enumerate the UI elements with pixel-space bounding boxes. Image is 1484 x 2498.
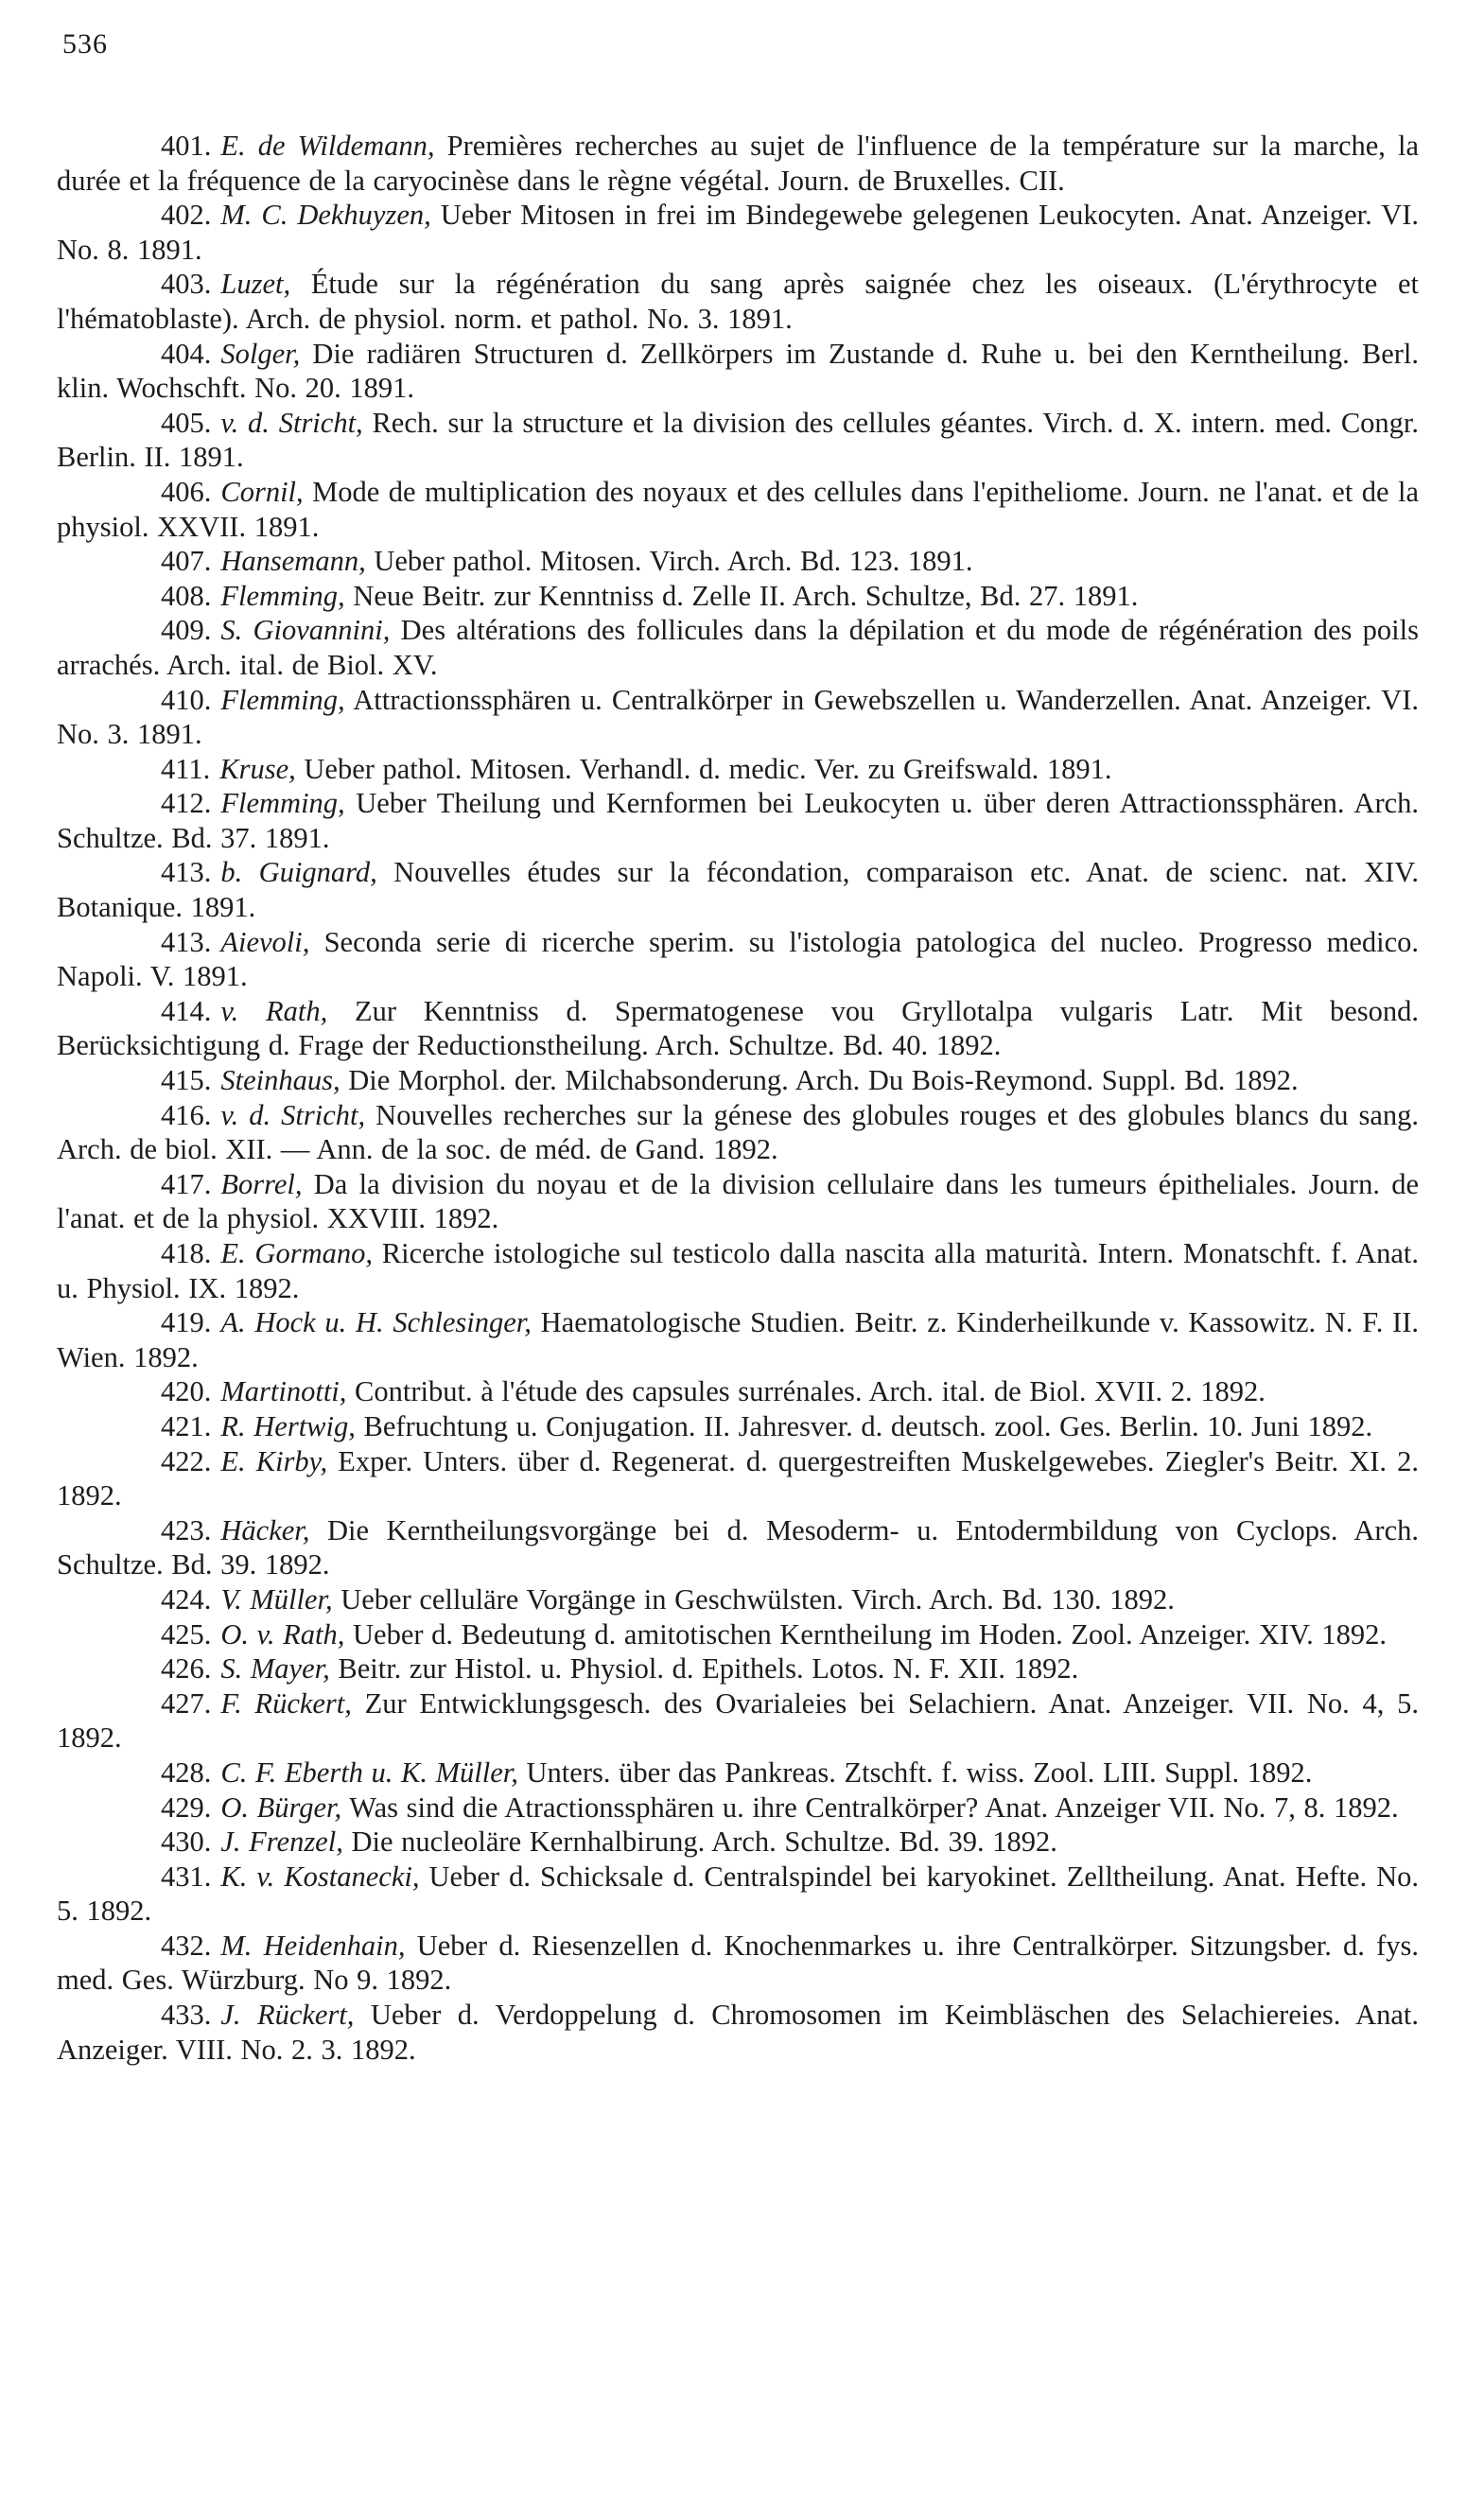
reference-text: Ueber celluläre Vorgänge in Geschwülsten. Virch. Arch. Bd. 130. 1892. bbox=[340, 1582, 1175, 1616]
reference-author: O. v. Rath, bbox=[220, 1617, 345, 1651]
reference-number: 408. bbox=[161, 579, 212, 612]
reference-number: 414. bbox=[161, 994, 212, 1027]
page-number: 536 bbox=[62, 28, 108, 60]
reference-entry bbox=[57, 544, 1419, 579]
reference-author: M. C. Dekhuyzen, bbox=[220, 199, 431, 232]
reference-text: Die Morphol. der. Milchabsonderung. Arch. Du Bois-Reymond. Suppl. Bd. 1892. bbox=[348, 1064, 1299, 1097]
reference-number: 410. bbox=[161, 683, 212, 716]
reference-text: Neue Beitr. zur Kenntniss d. Zelle II. Arch. Schultze, Bd. 27. 1891. bbox=[353, 579, 1139, 612]
reference-number: 420. bbox=[161, 1375, 212, 1408]
reference-number: 421. bbox=[161, 1409, 212, 1442]
reference-author: R. Hertwig, bbox=[220, 1409, 356, 1442]
reference-entry bbox=[57, 129, 1419, 198]
reference-entry bbox=[57, 1305, 1419, 1374]
reference-text: Ueber d. Bedeutung d. amitotischen Kerntheilung im Hoden. Zool. Anzeiger. XIV. 1892. bbox=[353, 1617, 1388, 1651]
reference-entry bbox=[57, 1063, 1419, 1098]
reference-author: O. Bürger, bbox=[220, 1791, 342, 1824]
reference-entry bbox=[57, 1409, 1419, 1444]
reference-author: J. Frenzel, bbox=[220, 1825, 343, 1859]
reference-number: 403. bbox=[161, 268, 212, 301]
reference-author: E. de Wildemann, bbox=[220, 130, 435, 162]
reference-text: Zur Kenntniss d. Spermatogenese vou Gryllotalpa vulgaris Latr. Mit besond. Berücksichtigung d. Frage der Reductionstheilung. Arch. Schultze. Bd. 40. 1892. bbox=[57, 994, 1420, 1062]
reference-entry bbox=[57, 1167, 1419, 1236]
reference-text: Die nucleoläre Kernhalbirung. Arch. Schultze. Bd. 39. 1892. bbox=[351, 1825, 1057, 1859]
reference-entry bbox=[57, 337, 1419, 406]
reference-author: C. F. Eberth u. K. Müller, bbox=[220, 1756, 518, 1789]
reference-number: 426. bbox=[161, 1652, 212, 1686]
reference-author: J. Rückert, bbox=[220, 1999, 355, 2032]
reference-entry bbox=[57, 267, 1419, 336]
reference-author: Häcker, bbox=[220, 1513, 310, 1546]
reference-number: 406. bbox=[161, 475, 212, 508]
reference-text: Da la division du noyau et de la division cellulaire dans les tumeurs épitheliales. Journ. de l'anat. et de la physiol. XXVIII. 1892. bbox=[57, 1167, 1420, 1235]
reference-author: S. Mayer, bbox=[220, 1652, 330, 1686]
reference-author: E. Kirby, bbox=[220, 1444, 328, 1477]
reference-author: Luzet, bbox=[220, 268, 291, 301]
reference-text: Contribut. à l'étude des capsules surrénales. Arch. ital. de Biol. XVII. 2. 1892. bbox=[355, 1375, 1266, 1408]
reference-author: Flemming, bbox=[220, 579, 345, 612]
reference-author: E. Gormano, bbox=[220, 1237, 373, 1269]
reference-entry bbox=[57, 1617, 1419, 1652]
reference-author: Cornil, bbox=[220, 475, 304, 508]
reference-number: 429. bbox=[161, 1791, 212, 1824]
reference-entry bbox=[57, 1236, 1419, 1305]
reference-number: 419. bbox=[161, 1306, 212, 1339]
reference-number: 431. bbox=[161, 1860, 212, 1893]
reference-number: 433. bbox=[161, 1999, 212, 2032]
reference-entry bbox=[57, 752, 1419, 787]
reference-number: 425. bbox=[161, 1617, 212, 1651]
reference-entry bbox=[57, 613, 1419, 682]
reference-number: 416. bbox=[161, 1098, 212, 1131]
reference-number: 402. bbox=[161, 199, 212, 232]
reference-author: S. Giovannini, bbox=[220, 614, 391, 647]
reference-entry bbox=[57, 1651, 1419, 1686]
reference-number: 404. bbox=[161, 337, 212, 370]
reference-author: v. Rath, bbox=[220, 994, 328, 1027]
reference-entry bbox=[57, 1374, 1419, 1409]
reference-number: 427. bbox=[161, 1686, 212, 1720]
reference-number: 424. bbox=[161, 1582, 212, 1616]
reference-author: Flemming, bbox=[220, 683, 345, 716]
reference-entry bbox=[57, 994, 1419, 1063]
reference-number: 417. bbox=[161, 1167, 212, 1200]
reference-number: 413. bbox=[161, 856, 212, 889]
reference-entry bbox=[57, 579, 1419, 614]
reference-author: Borrel, bbox=[220, 1167, 303, 1200]
reference-entry bbox=[57, 1098, 1419, 1167]
reference-entry bbox=[57, 925, 1419, 994]
reference-entry bbox=[57, 475, 1419, 544]
reference-entry bbox=[57, 1860, 1419, 1929]
reference-text: Premières recherches au sujet de l'influence de la température sur la marche, la durée et la fréquence de la caryocinèse dans le règne végétal. Journ. de Bruxelles. CII. bbox=[57, 130, 1420, 197]
reference-author: V. Müller, bbox=[220, 1582, 333, 1616]
reference-entry bbox=[57, 786, 1419, 855]
reference-text: Zur Entwicklungsgesch. des Ovarialeies bei Selachiern. Anat. Anzeiger. VII. No. 4, 5. 1892. bbox=[57, 1686, 1420, 1755]
reference-text: Étude sur la régénération du sang après saignée chez les oiseaux. (L'érythrocyte et l'hématoblaste). Arch. de physiol. norm. et pathol. No. 3. 1891. bbox=[57, 268, 1419, 335]
reference-author: Kruse, bbox=[219, 752, 296, 785]
reference-text: Ueber d. Riesenzellen d. Knochenmarkes u. ihre Centralkörper. Sitzungsber. d. fys. med. Ges. Würzburg. No 9. 1892. bbox=[57, 1929, 1419, 1997]
reference-number: 430. bbox=[161, 1825, 212, 1859]
reference-author: Solger, bbox=[220, 337, 301, 370]
reference-text: Ueber d. Schicksale d. Centralspindel bei karyokinet. Zelltheilung. Anat. Hefte. No. 5. 1892. bbox=[57, 1860, 1420, 1928]
reference-entry bbox=[57, 1686, 1419, 1756]
reference-text: Seconda serie di ricerche sperim. su l'istologia patologica del nucleo. Progresso medico. Napoli. V. 1891. bbox=[57, 925, 1420, 993]
reference-number: 407. bbox=[161, 545, 212, 578]
reference-text: Rech. sur la structure et la division des cellules géantes. Virch. d. X. intern. med. Congr. Berlin. II. 1891. bbox=[57, 406, 1420, 474]
reference-text: Die Kerntheilungsvorgänge bei d. Mesoderm- u. Entodermbildung von Cyclops. Arch. Schultze. Bd. 39. 1892. bbox=[57, 1513, 1419, 1581]
reference-entry bbox=[57, 1825, 1419, 1860]
reference-entry bbox=[57, 1444, 1419, 1513]
reference-author: b. Guignard, bbox=[220, 856, 377, 889]
reference-text: Nouvelles études sur la fécondation, comparaison etc. Anat. de scienc. nat. XIV. Botanique. 1891. bbox=[57, 856, 1419, 924]
reference-author: M. Heidenhain, bbox=[220, 1929, 406, 1962]
reference-entry bbox=[57, 1929, 1419, 1998]
reference-author: F. Rückert, bbox=[220, 1686, 352, 1720]
reference-number: 412. bbox=[161, 787, 212, 820]
reference-text: Was sind die Atractionssphären u. ihre Centralkörper? Anat. Anzeiger VII. No. 7, 8. 1892. bbox=[349, 1791, 1399, 1824]
reference-text: Ricerche istologiche sul testicolo dalla nascita alla maturità. Intern. Monatschft. f. Anat. u. Physiol. IX. 1892. bbox=[57, 1237, 1419, 1304]
reference-number: 423. bbox=[161, 1513, 212, 1546]
reference-text: Die radiären Structuren d. Zellkörpers im Zustande d. Ruhe u. bei den Kerntheilung. Berl. klin. Wochschft. No. 20. 1891. bbox=[57, 337, 1419, 405]
reference-number: 432. bbox=[161, 1929, 212, 1962]
reference-author: v. d. Stricht, bbox=[220, 406, 363, 439]
reference-entry bbox=[57, 198, 1419, 267]
reference-text: Befruchtung u. Conjugation. II. Jahresver. d. deutsch. zool. Ges. Berlin. 10. Juni 1892. bbox=[363, 1409, 1373, 1442]
reference-number: 418. bbox=[161, 1237, 212, 1269]
reference-author: Aievoli, bbox=[220, 925, 310, 958]
reference-text: Mode de multiplication des noyaux et des cellules dans l'epitheliome. Journ. ne l'anat. et de la physiol. XXVII. 1891. bbox=[57, 475, 1420, 543]
reference-number: 413. bbox=[161, 925, 212, 958]
reference-author: K. v. Kostanecki, bbox=[220, 1860, 420, 1893]
reference-entry bbox=[57, 1791, 1419, 1825]
reference-text: Unters. über das Pankreas. Ztschft. f. wiss. Zool. LIII. Suppl. 1892. bbox=[526, 1756, 1313, 1789]
reference-text: Attractionssphären u. Centralkörper in Gewebszellen u. Wanderzellen. Anat. Anzeiger. VI. No. 3. 1891. bbox=[57, 683, 1419, 751]
reference-number: 415. bbox=[161, 1064, 212, 1097]
reference-text: Ueber Mitosen in frei im Bindegewebe gelegenen Leukocyten. Anat. Anzeiger. VI. No. 8. 1891. bbox=[57, 199, 1420, 266]
reference-author: Martinotti, bbox=[220, 1375, 347, 1408]
reference-number: 422. bbox=[161, 1444, 212, 1477]
reference-author: v. d. Stricht, bbox=[220, 1098, 366, 1131]
reference-number: 405. bbox=[161, 406, 212, 439]
reference-entry bbox=[57, 683, 1419, 752]
reference-entry bbox=[57, 1756, 1419, 1791]
reference-text: Ueber pathol. Mitosen. Verhandl. d. medic. Ver. zu Greifswald. 1891. bbox=[304, 752, 1112, 785]
reference-author: Hansemann, bbox=[220, 545, 366, 578]
reference-entry bbox=[57, 1998, 1419, 2067]
reference-text: Exper. Unters. über d. Regenerat. d. quergestreiften Muskelgewebes. Ziegler's Beitr. XI. 2. 1892. bbox=[57, 1444, 1420, 1512]
reference-text: Beitr. zur Histol. u. Physiol. d. Epithels. Lotos. N. F. XII. 1892. bbox=[338, 1652, 1079, 1686]
reference-text: Ueber d. Verdoppelung d. Chromosomen im Keimbläschen des Selachiereies. Anat. Anzeiger. VIII. No. 2. 3. 1892. bbox=[57, 1999, 1420, 2066]
reference-number: 428. bbox=[161, 1756, 212, 1789]
reference-number: 409. bbox=[161, 614, 212, 647]
reference-text: Nouvelles recherches sur la génese des globules rouges et des globules blancs du sang. Arch. de biol. XII. — Ann. de la soc. de méd. de Gand. 1892. bbox=[57, 1098, 1420, 1166]
reference-number: 411. bbox=[161, 752, 211, 785]
reference-text: Ueber pathol. Mitosen. Virch. Arch. Bd. 123. 1891. bbox=[374, 545, 973, 578]
reference-entry bbox=[57, 406, 1419, 475]
reference-text: Ueber Theilung und Kernformen bei Leukocyten u. über deren Attractionssphären. Arch. Schultze. Bd. 37. 1891. bbox=[57, 787, 1420, 854]
reference-text: Haematologische Studien. Beitr. z. Kinderheilkunde v. Kassowitz. N. F. II. Wien. 1892. bbox=[57, 1306, 1419, 1373]
reference-author: A. Hock u. H. Schlesinger, bbox=[220, 1306, 532, 1339]
reference-number: 401. bbox=[161, 130, 212, 162]
reference-entry bbox=[57, 1513, 1419, 1582]
reference-author: Steinhaus, bbox=[220, 1064, 340, 1097]
reference-list bbox=[57, 129, 1419, 2067]
reference-entry bbox=[57, 1582, 1419, 1617]
reference-text: Des altérations des follicules dans la dépilation et du mode de régénération des poils arrachés. Arch. ital. de Biol. XV. bbox=[57, 614, 1419, 681]
reference-entry bbox=[57, 855, 1419, 924]
reference-author: Flemming, bbox=[220, 787, 345, 820]
